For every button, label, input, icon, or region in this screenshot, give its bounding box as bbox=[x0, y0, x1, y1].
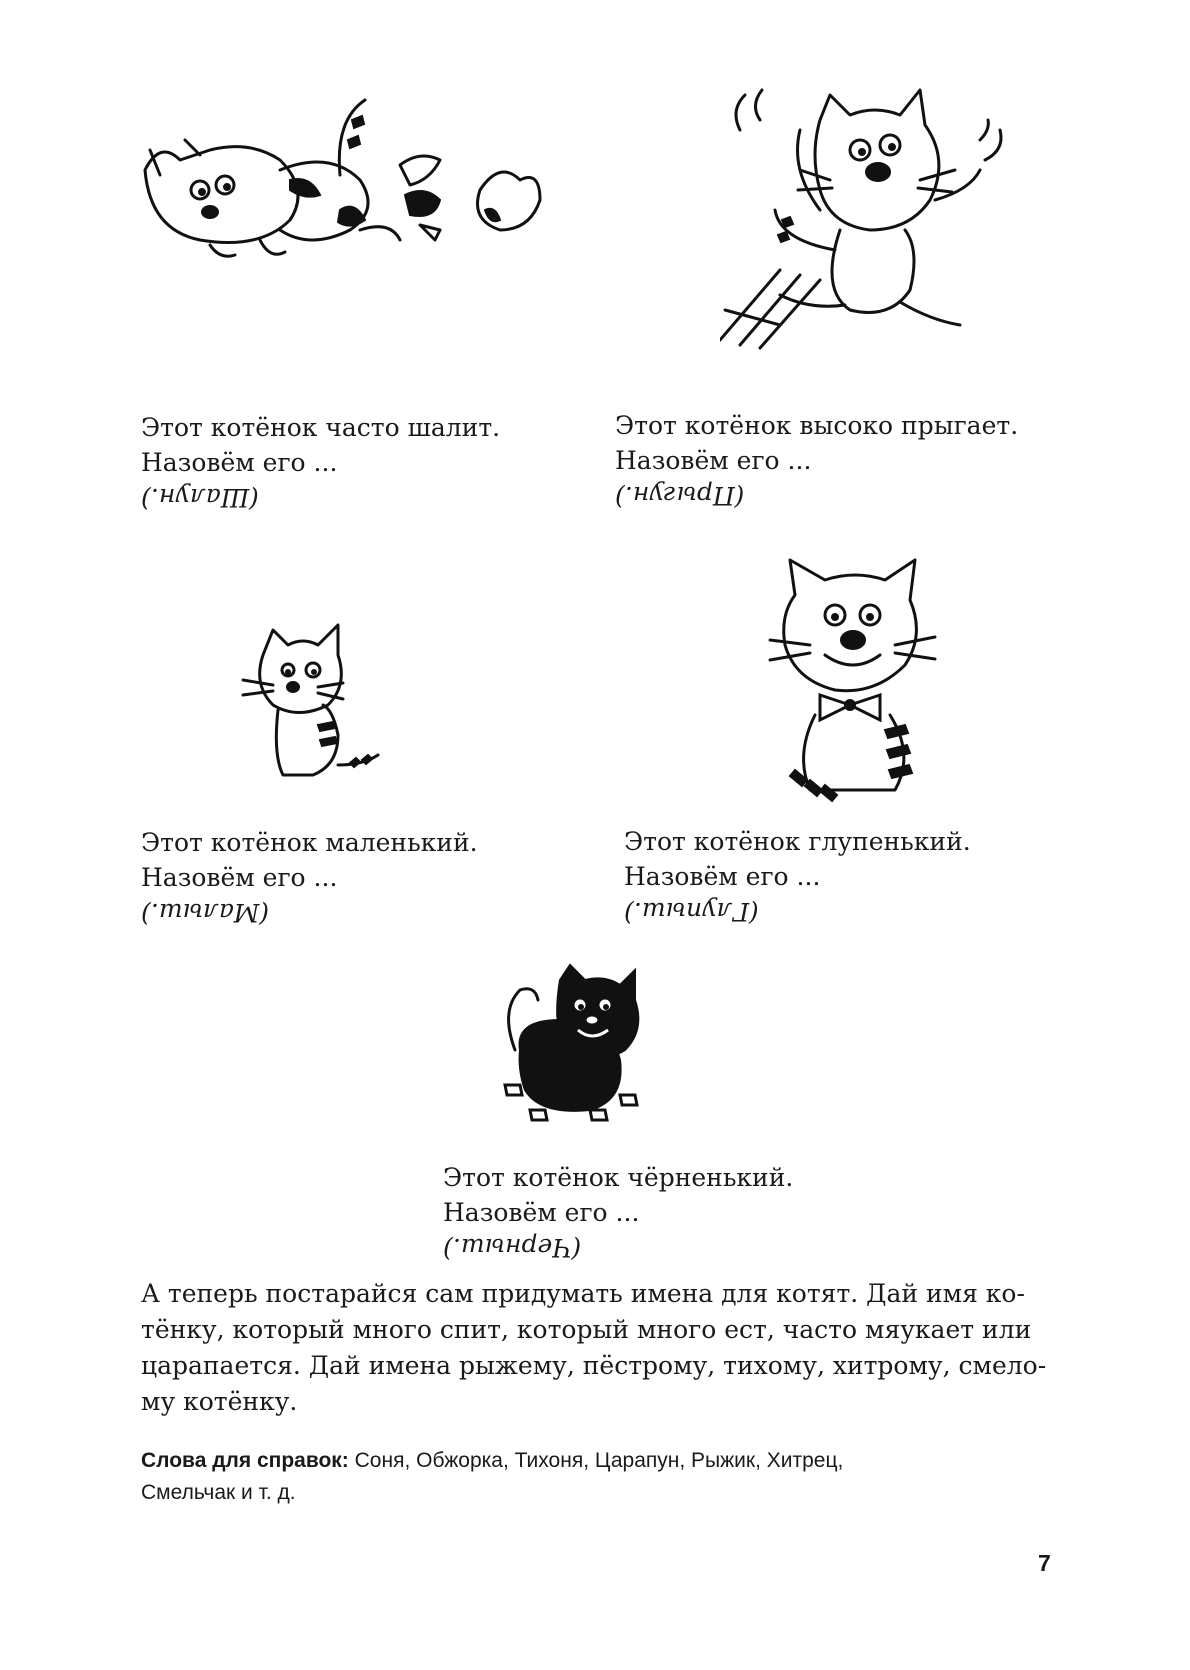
reference-list: Соня, Обжорка, Тихоня, Царапун, Рыжик, Хитрец, bbox=[348, 1449, 844, 1472]
upside-down-answer: Малыш. bbox=[150, 898, 260, 927]
task-paragraph bbox=[141, 1276, 1056, 1420]
kitten-prompt: Назовём его ... bbox=[141, 863, 338, 892]
reference-list-continued: Смельчак и т. д. bbox=[141, 1481, 296, 1504]
upside-down-answer: Шалун. bbox=[150, 483, 250, 512]
kitten-prompt: Назовём его ... bbox=[624, 862, 821, 891]
jumping-kitten-illustration bbox=[720, 70, 1050, 370]
kitten-statement: Этот котёнок часто шалит. bbox=[141, 413, 501, 442]
kitten-prompt: Назовём его ... bbox=[615, 446, 812, 475]
upside-down-answer: Прыгун. bbox=[624, 481, 735, 510]
reference-words bbox=[141, 1445, 1056, 1509]
kitten-card-4 bbox=[624, 824, 971, 929]
task-line: тёнку, который много спит, который много ест, часто мяукает или bbox=[141, 1315, 1032, 1344]
kitten-prompt: Назовём его ... bbox=[443, 1198, 640, 1227]
kitten-statement: Этот котёнок высоко прыгает. bbox=[615, 411, 1019, 440]
kitten-statement: Этот котёнок чёрненький. bbox=[443, 1163, 794, 1192]
kitten-answer: (Черныш.) bbox=[443, 1230, 793, 1265]
kitten-answer: (Шалун.) bbox=[141, 480, 500, 515]
task-line: му котёнку. bbox=[141, 1387, 298, 1416]
kitten-card-3 bbox=[141, 825, 478, 930]
kitten-statement: Этот котёнок глупенький. bbox=[624, 827, 971, 856]
kitten-answer: (Малыш.) bbox=[141, 895, 478, 930]
kitten-card-5 bbox=[443, 1160, 793, 1265]
kitten-prompt: Назовём его ... bbox=[141, 448, 338, 477]
small-kitten-illustration bbox=[238, 615, 398, 785]
task-line: царапается. Дай имена рыжему, пёстрому, тихому, хитрому, смело- bbox=[141, 1351, 1047, 1380]
kitten-card-1 bbox=[141, 410, 500, 515]
kitten-card-2 bbox=[615, 408, 1018, 513]
upside-down-answer: Глупыш. bbox=[633, 897, 749, 926]
upside-down-answer: Черныш. bbox=[452, 1233, 572, 1262]
kitten-statement: Этот котёнок маленький. bbox=[141, 828, 478, 857]
silly-kitten-illustration bbox=[765, 555, 945, 805]
task-line: А теперь постарайся сам придумать имена для котят. Дай имя ко- bbox=[141, 1279, 1025, 1308]
reference-label: Слова для справок: bbox=[141, 1449, 349, 1472]
black-kitten-illustration bbox=[480, 960, 660, 1135]
page-number: 7 bbox=[1038, 1550, 1051, 1576]
kitten-answer: (Прыгун.) bbox=[615, 478, 1018, 513]
kitten-answer: (Глупыш.) bbox=[624, 894, 971, 929]
playful-kitten-illustration bbox=[140, 80, 580, 280]
